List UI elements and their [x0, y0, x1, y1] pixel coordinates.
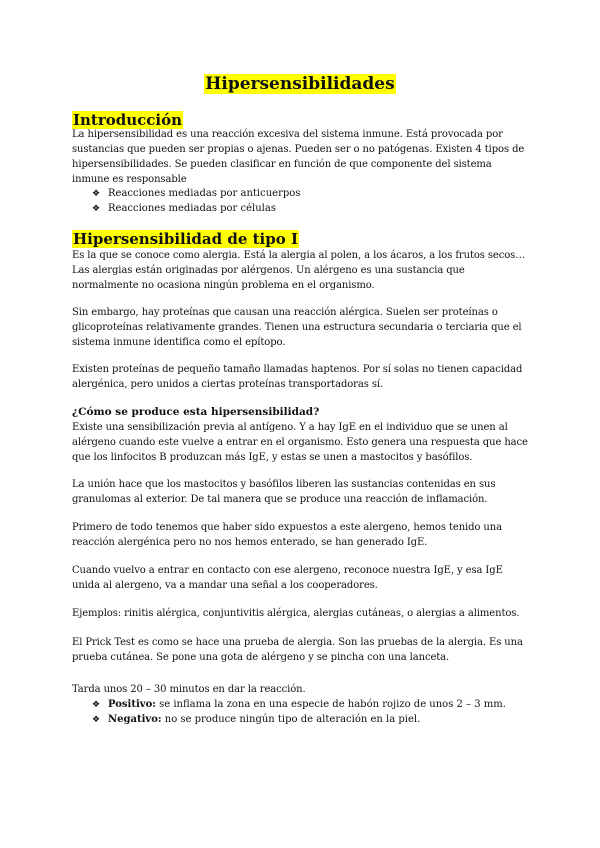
result-negativo: ❖ Negativo: no se produce ningún tipo de alteración en la piel.	[92, 712, 420, 728]
paragraph-cuando-vuelvo: Cuando vuelvo a entrar en contacto con ese alergeno, reconoce nuestra IgE, y esa IgE unida al alergeno, va a mandar una señal a los cooperadores.	[72, 565, 503, 591]
diamond-bullet-icon: ❖	[92, 700, 101, 710]
paragraph-ejemplos: Ejemplos: rinitis alérgica, conjuntivitis alérgica, alergias cutáneas, o alergias a alimentos.	[72, 608, 520, 619]
diamond-bullet-icon: ❖	[92, 204, 101, 214]
heading-introduccion: Introducción	[73, 111, 183, 129]
paragraph-tarda: Tarda unos 20 – 30 minutos en dar la reacción.	[72, 684, 306, 695]
result-positivo: ❖ Positivo: se inflama la zona en una especie de habón rojizo de unos 2 – 3 mm.	[92, 697, 506, 713]
intro-paragraph: La hipersensibilidad es una reacción excesiva del sistema inmune. Está provocada por sustancias que pueden ser propias o ajenas. Pueden ser o no patógenas. Existen 4 tipos de hipersensibilidades. Se pueden clasificar en función de que componente del sistema inmune es responsable	[72, 129, 525, 185]
paragraph-haptenos: Existen proteínas de pequeño tamaño llamadas haptenos. Por sí solas no tienen capacidad alergénica, pero unidos a ciertas proteínas transportadoras sí.	[72, 364, 523, 390]
intro-bullet: ❖ Reacciones mediadas por células	[92, 201, 276, 217]
subheading-como-se-produce: ¿Cómo se produce esta hipersensibilidad?	[72, 406, 320, 418]
document-title: Hipersensibilidades	[205, 74, 395, 94]
paragraph-alergia: Es la que se conoce como alergia. Está la alergia al polen, a los ácaros, a los frutos secos… Las alergias están originadas por alérgenos. Un alérgeno es una sustancia que normalmente no ocasiona ningún problema en el organismo.	[72, 250, 526, 291]
heading-tipo-i: Hipersensibilidad de tipo I	[73, 230, 298, 248]
diamond-bullet-icon: ❖	[92, 189, 101, 199]
paragraph-sensibilizacion: Existe una sensibilización previa al antígeno. Y a hay IgE en el individuo que se unen al alérgeno cuando este vuelve a entrar en el organismo. Esto genera una respuesta que hace que los linfocitos B produzcan más IgE, y estas se unen a mastocitos y basófilos.	[72, 422, 528, 463]
paragraph-primero: Primero de todo tenemos que haber sido expuestos a este alergeno, hemos tenido una reacción alergénica pero no nos hemos enterado, se han generado IgE.	[72, 522, 502, 548]
intro-bullet: ❖ Reacciones mediadas por anticuerpos	[92, 186, 300, 202]
diamond-bullet-icon: ❖	[92, 715, 101, 725]
paragraph-union: La unión hace que los mastocitos y basófilos liberen las sustancias contenidas en sus granulomas al exterior. De tal manera que se produce una reacción de inflamación.	[72, 479, 496, 505]
paragraph-prick-test: El Prick Test es como se hace una prueba de alergia. Son las pruebas de la alergia. Es una prueba cutánea. Se pone una gota de alérgeno y se pincha con una lanceta.	[72, 637, 523, 663]
paragraph-proteinas: Sin embargo, hay proteínas que causan una reacción alérgica. Suelen ser proteínas o glicoproteínas relativamente grandes. Tienen una estructura secundaria o terciaria que el sistema inmune identifica como el epítopo.	[72, 307, 522, 348]
